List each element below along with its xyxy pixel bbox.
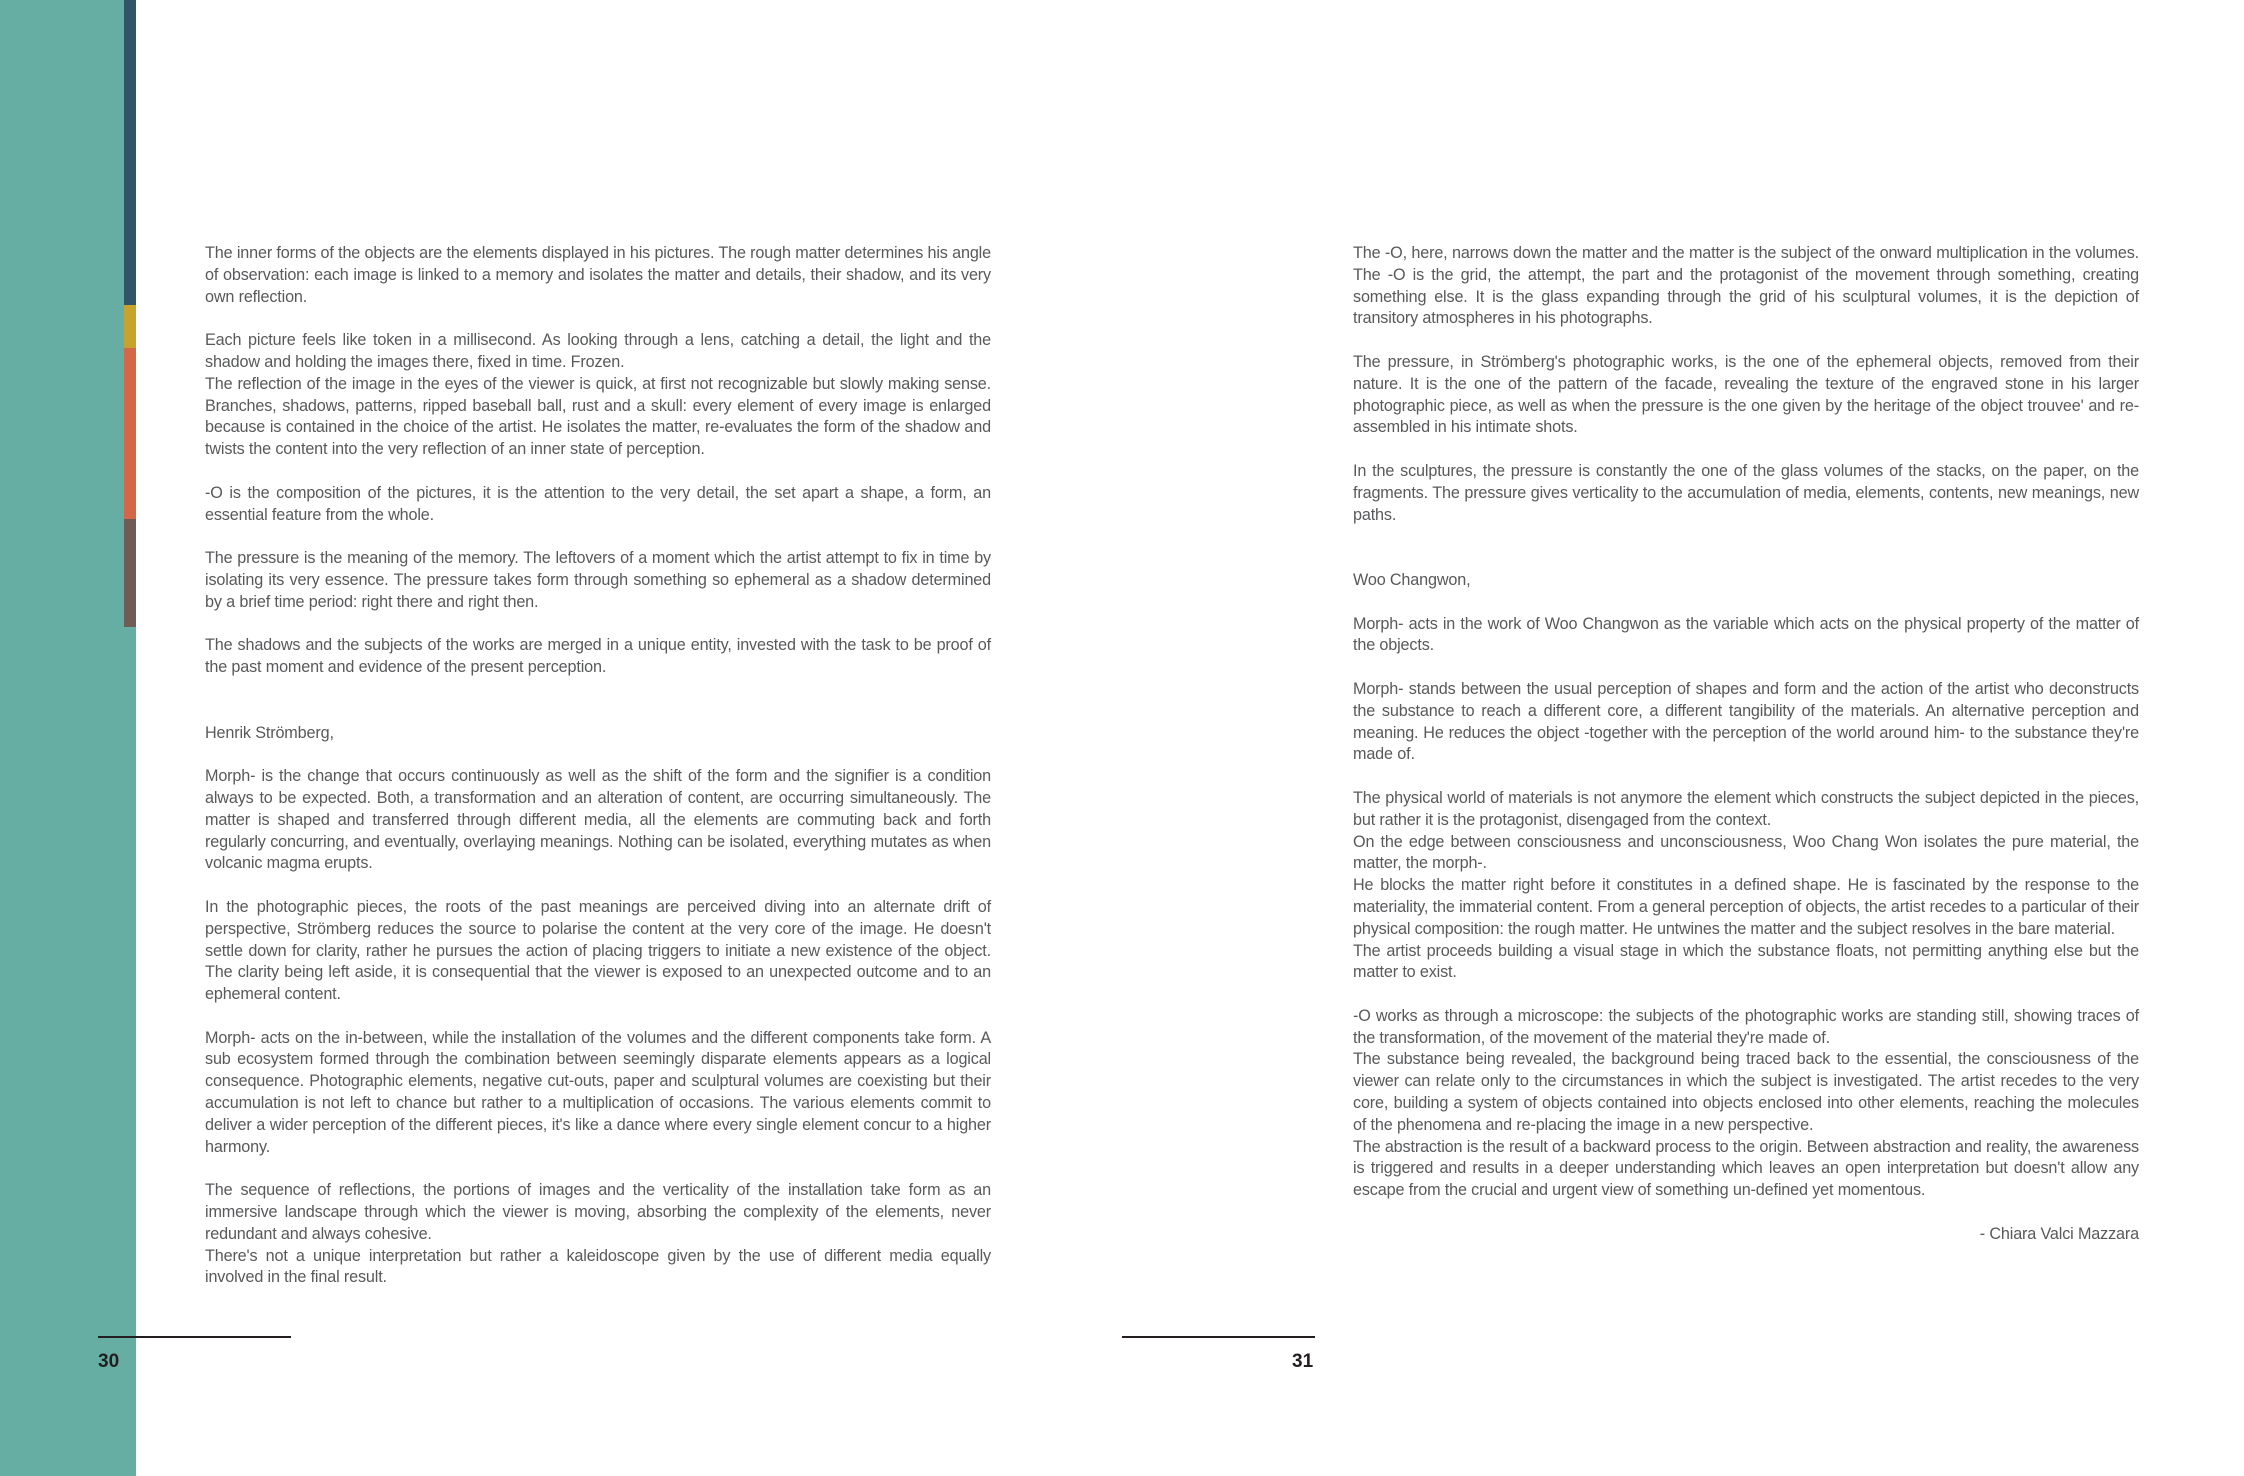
paragraph: Each picture feels like token in a millisecond. As looking through a lens, catching a detail, the light and the shadow and holding the images there, fixed in time. Frozen. The reflection of the image in the eyes of the viewer is quick, at first not recognizable but slowly making sense. Branches, shadows, patterns, ripped baseball ball, rust and a skull: every element of every image is enlarged because is contained in the choice of the artist. He isolates the matter, re-evaluates the form of the shadow and twists the content into the very reflection of an inner state of perception.	[205, 331, 991, 459]
footer-rule-right	[1122, 1336, 1315, 1338]
color-strip-mustard	[124, 305, 136, 348]
color-strip-brown	[124, 519, 136, 627]
paragraph: The -O, here, narrows down the matter and the matter is the subject of the onward multiplication in the volumes. The -O is the grid, the attempt, the part and the protagonist of the movement through something, creating something else. It is the glass expanding through the grid of his sculptural volumes, it is the depiction of transitory atmospheres in his photographs.	[1353, 244, 2139, 328]
artist-heading: Woo Changwon,	[1353, 570, 1471, 589]
paragraph: In the photographic pieces, the roots of the past meanings are perceived diving into an alternate drift of perspective, Strömberg reduces the source to polarise the content at the very core of the image. He doesn't settle down for clarity, rather he pursues the action of placing triggers to initiate a new existence of the object. The clarity being left aside, it is consequential that the viewer is exposed to an unexpected outcome and to an ephemeral content.	[205, 897, 991, 1004]
left-page-text	[205, 243, 991, 1311]
paragraph: Morph- acts on the in-between, while the installation of the volumes and the different components take form. A sub ecosystem formed through the combination between seemingly disparate elements appears as a logical consequence. Photographic elements, negative cut-outs, paper and sculptural volumes are coexisting but their accumulation is not left to chance but rather to a multiplication of occasions. The various elements commit to deliver a wider perception of the different pieces, it's like a dance where every single element concur to a higher harmony.	[205, 1028, 991, 1156]
paragraph: The shadows and the subjects of the works are merged in a unique entity, invested with the task to be proof of the past moment and evidence of the present perception.	[205, 636, 991, 677]
page-number-left: 30	[98, 1351, 120, 1372]
color-strip-coral	[124, 348, 136, 519]
paragraph: -O is the composition of the pictures, it is the attention to the very detail, the set apart a shape, a form, an essential feature from the whole.	[205, 483, 991, 524]
page-number-right: 31	[1292, 1351, 1314, 1372]
paragraph: Morph- stands between the usual perception of shapes and form and the action of the artist who deconstructs the substance to reach a different core, a different tangibility of the materials. An alternative perception and meaning. He reduces the object -together with the perception of the world around him- to the substance they're made of.	[1353, 679, 2139, 764]
paragraph: -O works as through a microscope: the subjects of the photographic works are standing still, showing traces of the transformation, of the movement of the material they're made of. The substance being revealed, the background being traced back to the essential, the consciousness of the viewer can relate only to the circumstances in which the subject is investigated. The artist recedes to the very core, building a system of objects contained into objects enclosed into other elements, reaching the molecules of the phenomena and re-placing the image in a new perspective. The abstraction is the result of a backward process to the origin. Between abstraction and reality, the awareness is triggered and results in a deeper understanding which leaves an open interpretation but doesn't allow any escape from the crucial and urgent view of something un-defined yet momentous.	[1353, 1006, 2139, 1200]
left-color-band	[0, 0, 136, 1476]
right-page-text	[1353, 243, 2139, 1267]
color-strip	[124, 0, 136, 627]
paragraph: The pressure is the meaning of the memory. The leftovers of a moment which the artist attempt to fix in time by isolating its very essence. The pressure takes form through something so ephemeral as a shadow determined by a brief time period: right there and right then.	[205, 549, 991, 611]
artist-heading: Henrik Strömberg,	[205, 723, 334, 742]
paragraph: Morph- acts in the work of Woo Changwon as the variable which acts on the physical property of the matter of the objects.	[1353, 614, 2139, 655]
paragraph: The pressure, in Strömberg's photographic works, is the one of the ephemeral objects, removed from their nature. It is the one of the pattern of the facade, revealing the texture of the engraved stone in his larger photographic piece, as well as when the pressure is the one given by the heritage of the object trouvee' and re-assembled in his intimate shots.	[1353, 352, 2139, 437]
author-signature: - Chiara Valci Mazzara	[1979, 1224, 2139, 1243]
paragraph: The sequence of reflections, the portions of images and the verticality of the installation take form as an immersive landscape through which the viewer is moving, absorbing the complexity of the elements, never redundant and always cohesive. There's not a unique interpretation but rather a kaleidoscope given by the use of different media equally involved in the final result.	[205, 1181, 991, 1287]
paragraph: The inner forms of the objects are the elements displayed in his pictures. The rough matter determines his angle of observation: each image is linked to a memory and isolates the matter and details, their shadow, and its very own reflection.	[205, 244, 991, 306]
paragraph: The physical world of materials is not anymore the element which constructs the subject depicted in the pieces, but rather it is the protagonist, disengaged from the context. On the edge between consciousness and unconsciousness, Woo Chang Won isolates the pure material, the matter, the morph-. He blocks the matter right before it constitutes in a defined shape. He is fascinated by the response to the materiality, the immaterial content. From a general perception of objects, the artist recedes to a particular of their physical composition: the rough matter. He untwines the matter and the subject resolves in the bare material. The artist proceeds building a visual stage in which the substance floats, not permitting anything else but the matter to exist.	[1353, 788, 2139, 982]
color-strip-navy	[124, 0, 136, 305]
paragraph: Morph- is the change that occurs continuously as well as the shift of the form and the signifier is a condition always to be expected. Both, a transformation and an alteration of content, are occurring simultaneously. The matter is shaped and transferred through different media, all the elements are commuting back and forth regularly concurring, and eventually, overlaying meanings. Nothing can be isolated, everything mutates as when volcanic magma erupts.	[205, 767, 991, 873]
paragraph: In the sculptures, the pressure is constantly the one of the glass volumes of the stacks, on the paper, on the fragments. The pressure gives verticality to the accumulation of media, elements, contents, new meanings, new paths.	[1353, 461, 2139, 524]
footer-rule-left	[98, 1336, 291, 1338]
